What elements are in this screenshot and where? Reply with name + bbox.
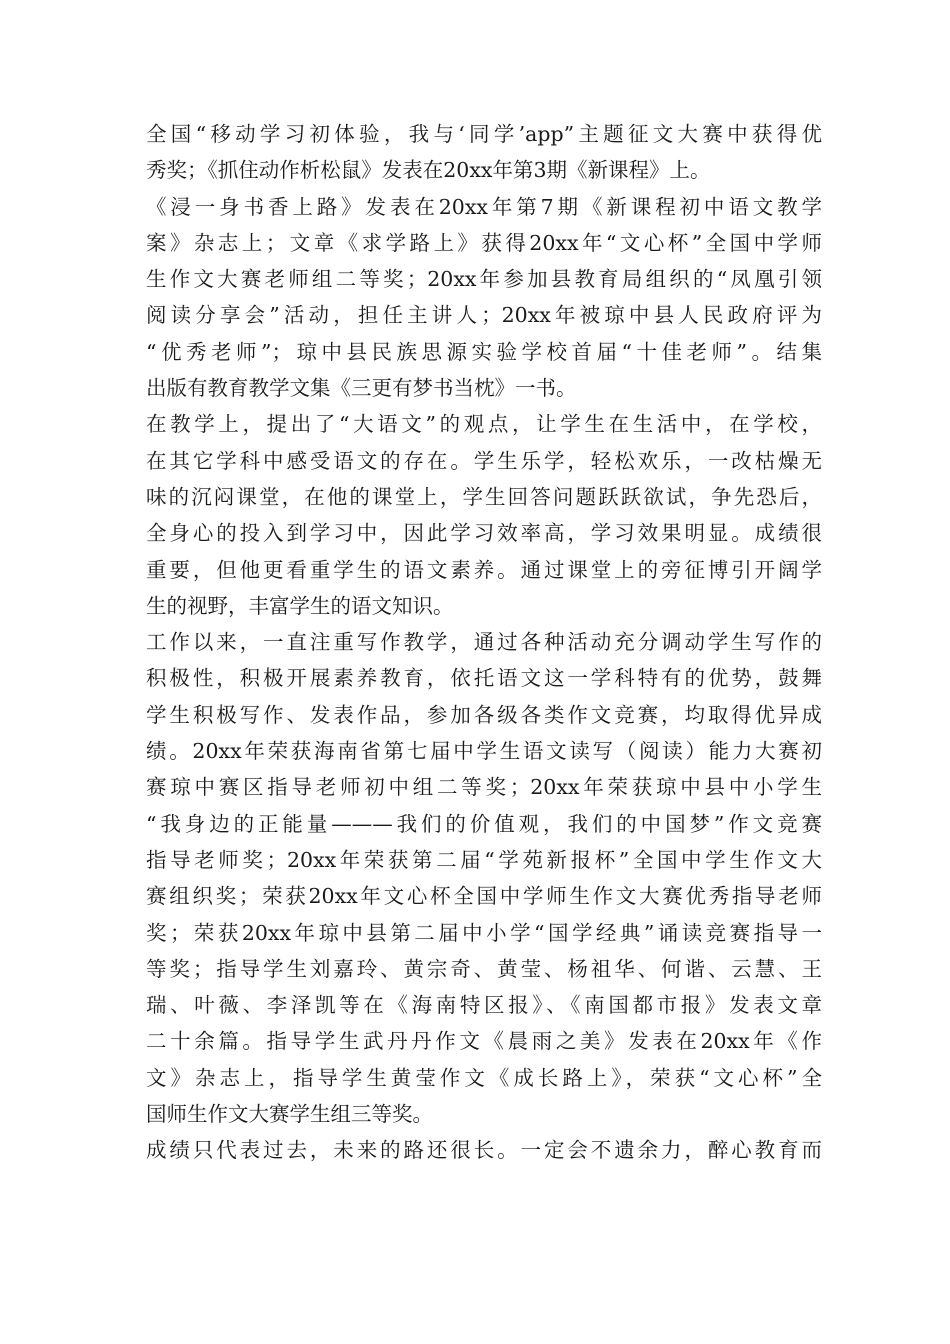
text-line-25: 瑞、叶薇、李泽凯等在《海南特区报》、《南国都市报》发表文章 <box>146 993 822 1018</box>
text-line-16: 积极性，积极开展素养教育，依托语文这一学科特有的优势，鼓舞 <box>146 666 822 691</box>
text-line-11: 味的沉闷课堂，在他的课堂上，学生回答问题跃跃欲试，争先恐后， <box>146 484 822 509</box>
document-body <box>146 116 822 1169</box>
text-line-28: 国师生作文大赛学生组三等奖。 <box>146 1102 433 1127</box>
text-line-7: “优秀老师”；琼中县民族思源实验学校首届“十佳老师”。结集 <box>146 339 822 364</box>
text-line-22: 赛组织奖；荣获20xx年文心杯全国中学师生作文大赛优秀指导老师 <box>146 884 822 909</box>
text-line-3: 《浸一身书香上路》发表在20xx年第7期《新课程初中语文教学 <box>146 194 822 219</box>
text-line-26: 二十余篇。指导学生武丹丹作文《晨雨之美》发表在20xx年《作 <box>146 1029 822 1054</box>
text-line-9: 在教学上，提出了“大语文”的观点，让学生在生活中，在学校， <box>146 412 822 437</box>
text-line-4: 案》杂志上；文章《求学路上》获得20xx年“文心杯”全国中学师 <box>146 230 822 255</box>
text-line-17: 学生积极写作、发表作品，参加各级各类作文竞赛，均取得优异成 <box>146 702 822 727</box>
text-line-20: “我身边的正能量———我们的价值观，我们的中国梦”作文竞赛 <box>146 811 822 836</box>
text-line-13: 重要，但他更看重学生的语文素养。通过课堂上的旁征博引开阔学 <box>146 557 822 582</box>
text-line-23: 奖；荣获20xx年琼中县第二届中小学“国学经典”诵读竞赛指导一 <box>146 920 822 945</box>
text-line-14: 生的视野，丰富学生的语文知识。 <box>146 593 454 618</box>
text-line-12: 全身心的投入到学习中，因此学习效率高，学习效果明显。成绩很 <box>146 521 822 546</box>
text-line-24: 等奖；指导学生刘嘉玲、黄宗奇、黄莹、杨祖华、何谐、云慧、王 <box>146 956 822 981</box>
text-line-19: 赛琼中赛区指导老师初中组二等奖；20xx年荣获琼中县中小学生 <box>146 775 822 800</box>
text-line-8: 出版有教育教学文集《三更有梦书当枕》一书。 <box>146 376 577 401</box>
text-line-5: 生作文大赛老师组二等奖；20xx年参加县教育局组织的“凤凰引领 <box>146 267 822 292</box>
text-line-15: 工作以来，一直注重写作教学，通过各种活动充分调动学生写作的 <box>146 630 822 655</box>
text-line-21: 指导老师奖；20xx年荣获第二届“学苑新报杯”全国中学生作文大 <box>146 847 822 872</box>
text-line-6: 阅读分享会”活动，担任主讲人；20xx年被琼中县人民政府评为 <box>146 303 822 328</box>
text-line-27: 文》杂志上，指导学生黄莹作文《成长路上》，荣获“文心杯”全 <box>146 1065 822 1090</box>
text-line-2: 秀奖；《抓住动作析松鼠》发表在20xx年第3期《新课程》上。 <box>146 158 711 183</box>
text-line-18: 绩。20xx年荣获海南省第七届中学生语文读写（阅读）能力大赛初 <box>146 739 822 764</box>
text-line-29: 成绩只代表过去，未来的路还很长。一定会不遗余力，醉心教育而 <box>146 1138 822 1163</box>
text-line-1: 全国“移动学习初体验，我与‘同学’app”主题征文大赛中获得优 <box>146 122 822 146</box>
text-line-10: 在其它学科中感受语文的存在。学生乐学，轻松欢乐，一改枯燥无 <box>146 448 822 473</box>
